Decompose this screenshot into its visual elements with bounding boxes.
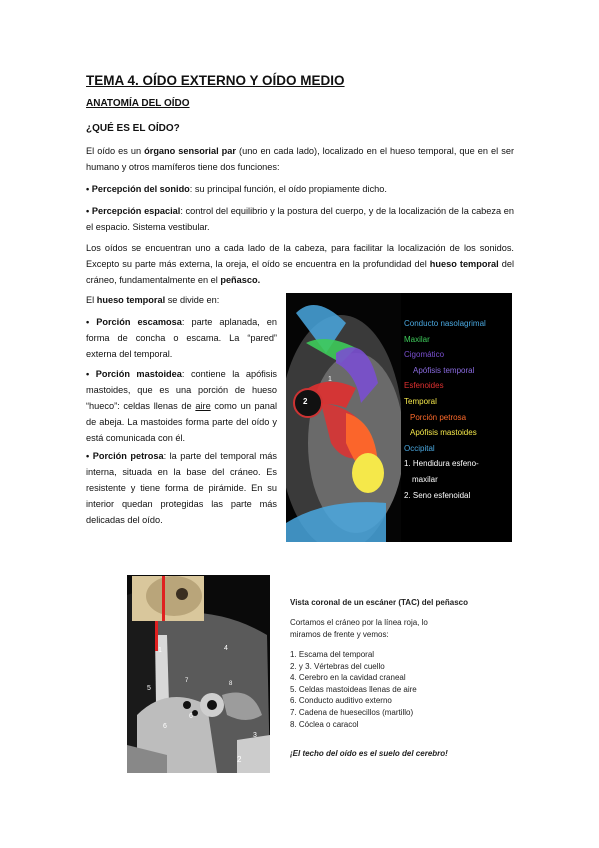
list-item: 1. Escama del temporal [290, 650, 375, 659]
coronal-label: 5 [147, 685, 151, 692]
coronal-intro-1: Cortamos el cráneo por la línea roja, lo [290, 618, 428, 627]
ears-paragraph: Los oídos se encuentran uno a cada lado de la cabeza, para facilitar la localización de los sonidos. Excepto su parte más externa, la oreja, el oído se encuentra en la profundidad del hueso temporal del cráneo, fundamentalmente en el peñasco. [86, 243, 514, 285]
coronal-label: 7 [185, 678, 189, 684]
list-item: 5. Celdas mastoideas llenas de aire [290, 684, 417, 694]
coronal-title: Vista coronal de un escáner (TAC) del peñasco [290, 598, 468, 607]
bullet-spatial: • Percepción espacial: control del equilibrio y la postura del cuerpo, y de la localización de la cabeza en el espacio. Sistema vestibular. [86, 206, 514, 232]
coronal-label: 2 [237, 755, 242, 764]
ct-label-2: 2 [303, 397, 308, 406]
legend-item: Apófisis temporal [413, 365, 475, 375]
legend-item: Cigomático [404, 350, 445, 360]
ct-legend [404, 316, 486, 503]
legend-item: Apófisis mastoides [410, 428, 477, 438]
coronal-label: 6 [189, 713, 193, 720]
legend-item: 2. Seno esfenoidal [404, 490, 471, 500]
ct-label-1: 1 [328, 376, 332, 383]
skull-drawing [132, 576, 204, 621]
list-item: 7. Cadena de huesecillos (martillo) [290, 707, 414, 717]
legend-item: Porción petrosa [410, 412, 467, 422]
legend-item: Esfenoides [404, 381, 444, 391]
coronal-list [290, 649, 417, 730]
legend-item: Temporal [404, 396, 437, 406]
portion-mastoidea: • Porción mastoidea: contiene la apófisis mastoides, que es una porción de hueso “hueco”: celdas llenas de aire como un panal de abeja. La mastoides forma parte del oído y está comunicada con él. [86, 369, 278, 443]
list-item: 2. y 3. Vértebras del cuello [290, 661, 385, 671]
page-title: TEMA 4. OÍDO EXTERNO Y OÍDO MEDIO [86, 73, 345, 88]
coronal-label: 6 [163, 723, 167, 730]
legend-item: Conducto nasolagrimal [404, 319, 486, 328]
temporal-divides: El hueso temporal se divide en: [86, 295, 220, 305]
bullet-sound: • Percepción del sonido: su principal función, el oído propiamente dicho. [86, 184, 387, 194]
portion-escamosa: • Porción escamosa: parte aplanada, en forma de concha o escama. La “pared” externa del temporal. [86, 317, 278, 359]
red-cut-line [155, 621, 158, 651]
list-item: 6. Conducto auditivo externo [290, 696, 392, 706]
skull-thumbnail [132, 576, 204, 621]
coronal-footer: ¡El techo del oído es el suelo del cerebro! [290, 749, 448, 758]
coronal-intro-2: miramos de frente y vemos: [290, 630, 389, 639]
portion-petrosa: • Porción petrosa: la parte del temporal más interna, situada en la base del cráneo. Es resistente y tiene forma de pirámide. En su interior quedan protegidas las parte más delicadas del oído. [86, 451, 277, 525]
coronal-label: 8 [229, 681, 233, 687]
coronal-label: 1 [158, 647, 162, 654]
legend-item: Maxilar [404, 334, 430, 344]
section-heading: ANATOMÍA DEL OÍDO [86, 98, 190, 109]
legend-item: 1. Hendidura esfeno- [404, 459, 479, 469]
list-item: 8. Cóclea o caracol [290, 719, 359, 729]
list-item: 4. Cerebro en la cavidad craneal [290, 673, 406, 683]
legend-item: Occipital [404, 443, 435, 453]
coronal-label: 4 [224, 645, 228, 652]
intro-paragraph: El oído es un órgano sensorial par (uno en cada lado), localizado en el hueso temporal, que en el ser humano y otros mamíferos tiene dos funciones: [86, 146, 514, 172]
question-heading: ¿QUÉ ES EL OÍDO? [86, 123, 180, 134]
coronal-label: 3 [253, 732, 257, 739]
legend-item: maxilar [412, 474, 438, 484]
